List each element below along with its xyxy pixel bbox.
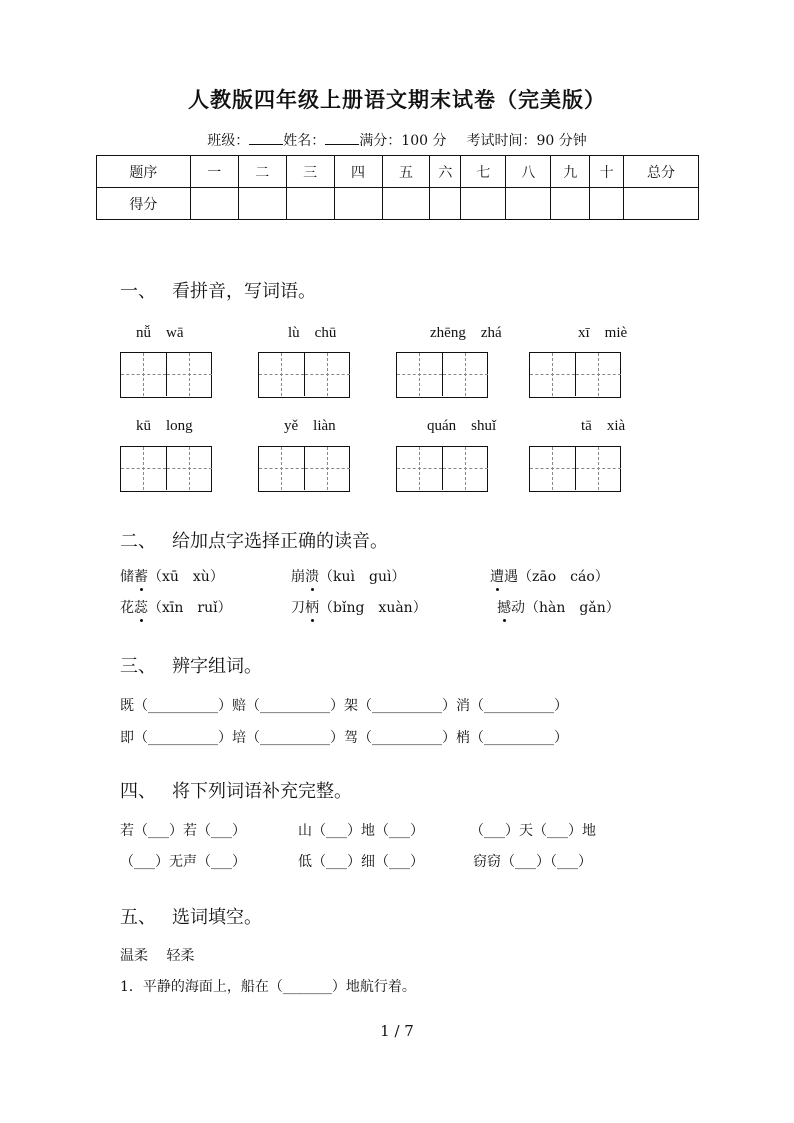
grid-cell[interactable] xyxy=(305,353,350,396)
section-title: 选词填空。 xyxy=(172,907,262,928)
grid-cell[interactable] xyxy=(530,353,576,396)
score-cell[interactable] xyxy=(286,188,334,220)
section-number: 三、 xyxy=(120,656,156,677)
header-cell: 题序 xyxy=(97,156,191,188)
pinyin-label: nǚ wā xyxy=(136,325,184,341)
reading-options: （bǐng xuàn） xyxy=(319,600,427,616)
writing-grid[interactable] xyxy=(258,352,350,398)
section-title: 看拼音，写词语。 xyxy=(172,281,316,302)
idiom-item[interactable]: 山（___）地（___） xyxy=(298,823,424,839)
dotted-char: 遭 xyxy=(490,566,504,586)
reading-item: 刀柄（bǐng xuàn） xyxy=(291,597,427,617)
grid-cell[interactable] xyxy=(167,447,212,490)
writing-grid[interactable] xyxy=(258,446,350,492)
idiom-item[interactable]: 若（___）若（___） xyxy=(120,823,246,839)
score-cell[interactable] xyxy=(382,188,430,220)
grid-cell[interactable] xyxy=(259,353,305,396)
writing-grid[interactable] xyxy=(120,446,212,492)
score-cell[interactable] xyxy=(506,188,551,220)
header-cell: 四 xyxy=(334,156,382,188)
section-2-heading xyxy=(120,527,388,553)
page-title: 人教版四年级上册语文期末试卷（完美版） xyxy=(188,87,606,112)
reading-options: （xīn ruǐ） xyxy=(148,600,232,616)
grid-cell[interactable] xyxy=(121,353,167,396)
pinyin-label: tā xià xyxy=(581,418,626,434)
header-cell: 十 xyxy=(590,156,624,188)
pinyin-label: yě liàn xyxy=(284,418,336,434)
reading-options: （zāo cáo） xyxy=(518,569,609,585)
section-title: 辨字组词。 xyxy=(172,656,262,677)
section-5-heading xyxy=(120,903,262,929)
pinyin-label: lù chū xyxy=(288,325,337,341)
pinyin-label: kū long xyxy=(136,418,193,434)
dotted-char: 柄 xyxy=(305,597,319,617)
header-cell: 二 xyxy=(238,156,286,188)
header-cell: 一 xyxy=(190,156,238,188)
header-cell: 三 xyxy=(286,156,334,188)
name-blank[interactable] xyxy=(325,132,359,145)
dotted-char: 溃 xyxy=(305,566,319,586)
pinyin-label: xī miè xyxy=(578,325,628,341)
name-label: 姓名： xyxy=(283,133,326,149)
score-cell[interactable] xyxy=(430,188,461,220)
writing-grid[interactable] xyxy=(396,352,488,398)
pinyin-label: zhēng zhá xyxy=(430,325,502,341)
grid-cell[interactable] xyxy=(121,447,167,490)
header-cell: 七 xyxy=(461,156,506,188)
dotted-char: 蕊 xyxy=(134,597,148,617)
grid-cell[interactable] xyxy=(167,353,212,396)
writing-grid[interactable] xyxy=(396,446,488,492)
word-group-line[interactable]: 即（__________）培（__________）驾（__________）梢（__________） xyxy=(120,730,568,746)
score-cell[interactable] xyxy=(461,188,506,220)
reading-options: （kuì guì） xyxy=(319,569,406,585)
page-number: 1 / 7 xyxy=(380,1022,414,1040)
class-blank[interactable] xyxy=(249,132,283,145)
section-3-heading xyxy=(120,652,262,678)
grid-cell[interactable] xyxy=(530,447,576,490)
score-cell[interactable] xyxy=(334,188,382,220)
reading-item: 花蕊（xīn ruǐ） xyxy=(120,597,232,617)
word-group-line[interactable]: 既（__________）赔（__________）架（__________）消（__________） xyxy=(120,698,568,714)
grid-cell[interactable] xyxy=(576,353,621,396)
score-cell[interactable] xyxy=(624,188,699,220)
score-cell[interactable] xyxy=(551,188,590,220)
pinyin-label: quán shuǐ xyxy=(427,418,497,434)
reading-item: 储蓄（xū xù） xyxy=(120,566,224,586)
grid-cell[interactable] xyxy=(305,447,350,490)
grid-cell[interactable] xyxy=(259,447,305,490)
fill-blank-question[interactable]: 1．平静的海面上，船在（_______）地航行着。 xyxy=(120,979,416,995)
score-table-header-row xyxy=(97,156,699,188)
writing-grid[interactable] xyxy=(529,446,621,492)
grid-cell[interactable] xyxy=(397,353,443,396)
header-cell: 总分 xyxy=(624,156,699,188)
score-row-label: 得分 xyxy=(97,188,191,220)
score-cell[interactable] xyxy=(590,188,624,220)
score-table xyxy=(96,155,699,220)
section-number: 二、 xyxy=(120,531,156,552)
section-4-heading xyxy=(120,777,352,803)
dotted-char: 蓄 xyxy=(134,566,148,586)
dotted-char: 撼 xyxy=(497,597,511,617)
reading-item: 崩溃（kuì guì） xyxy=(291,566,405,586)
reading-item: 遭遇（zāo cáo） xyxy=(490,566,609,586)
grid-cell[interactable] xyxy=(443,447,488,490)
section-number: 一、 xyxy=(120,281,156,302)
class-label: 班级： xyxy=(207,133,250,149)
grid-cell[interactable] xyxy=(443,353,488,396)
header-cell: 九 xyxy=(551,156,590,188)
reading-item: 撼动（hàn gǎn） xyxy=(497,597,620,617)
idiom-item[interactable]: 窃窃（___）（___） xyxy=(473,854,592,870)
writing-grid[interactable] xyxy=(529,352,621,398)
writing-grid[interactable] xyxy=(120,352,212,398)
idiom-item[interactable]: （___）天（___）地 xyxy=(470,823,596,839)
word-options: 温柔 轻柔 xyxy=(120,948,195,964)
full-score: 满分：100 分 xyxy=(359,133,447,149)
header-cell: 五 xyxy=(382,156,430,188)
section-title: 给加点字选择正确的读音。 xyxy=(172,531,388,552)
exam-time: 考试时间：90 分钟 xyxy=(466,133,587,149)
header-cell: 六 xyxy=(430,156,461,188)
section-number: 四、 xyxy=(120,781,156,802)
header-cell: 八 xyxy=(506,156,551,188)
exam-info-line xyxy=(0,130,794,150)
section-number: 五、 xyxy=(120,907,156,928)
section-title: 将下列词语补充完整。 xyxy=(172,781,352,802)
score-cell[interactable] xyxy=(238,188,286,220)
reading-options: （hàn gǎn） xyxy=(525,600,620,616)
grid-cell[interactable] xyxy=(576,447,621,490)
section-1-heading xyxy=(120,277,316,303)
grid-cell[interactable] xyxy=(397,447,443,490)
score-cell[interactable] xyxy=(190,188,238,220)
idiom-item[interactable]: （___）无声（___） xyxy=(120,854,246,870)
reading-options: （xū xù） xyxy=(148,569,224,585)
score-table-score-row xyxy=(97,188,699,220)
idiom-item[interactable]: 低（___）细（___） xyxy=(298,854,424,870)
